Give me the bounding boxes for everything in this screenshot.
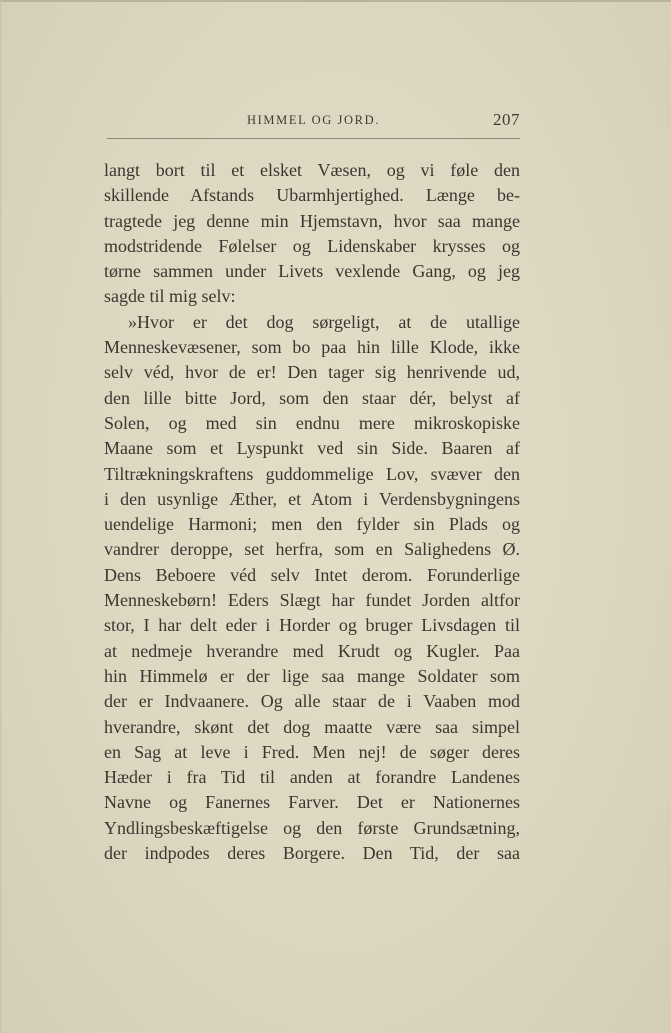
text-line: stor, I har delt eder i Horder og bruger Livsdagen til xyxy=(104,615,520,636)
page-number: 207 xyxy=(493,110,520,129)
text-line: Hæder i fra Tid til anden at forandre Landenes xyxy=(104,767,520,788)
text-line: vandrer deroppe, set herfra, som en Salighedens Ø. xyxy=(104,539,520,560)
running-head xyxy=(107,108,520,138)
text-line: uendelige Harmoni; men den fylder sin Plads og xyxy=(104,514,520,535)
text-line: hin Himmelø er der lige saa mange Soldater som xyxy=(104,665,520,686)
text-line: hverandre, skønt det dog maatte være saa simpel xyxy=(104,716,520,737)
header-rule xyxy=(107,138,520,139)
text-line: i den usynlige Æther, et Atom i Verdensbygningens xyxy=(104,488,520,509)
text-line: tragtede jeg denne min Hjemstavn, hvor saa mange xyxy=(104,210,520,231)
text-line: sagde til mig selv: xyxy=(104,286,236,307)
text-line: modstridende Følelser og Lidenskaber krysses og xyxy=(104,235,520,256)
text-line: Navne og Fanernes Farver. Det er Nationernes xyxy=(104,792,520,813)
text-line: tørne sammen under Livets vexlende Gang, og jeg xyxy=(104,261,520,282)
text-line: den lille bitte Jord, som den staar dér, belyst af xyxy=(104,387,520,408)
text-line: der er Indvaanere. Og alle staar de i Vaaben mod xyxy=(104,691,520,712)
text-line: selv véd, hvor de er! Den tager sig henrivende ud, xyxy=(104,362,520,383)
text-line: Dens Beboere véd selv Intet derom. Forunderlige xyxy=(104,564,520,585)
body-text xyxy=(104,158,520,866)
text-line: Tiltrækningskraftens guddommelige Lov, svæver den xyxy=(104,463,520,484)
page-top-edge xyxy=(0,0,671,2)
text-line: Menneskebørn! Eders Slægt har fundet Jorden altfor xyxy=(104,590,520,611)
running-title: HIMMEL OG JORD. xyxy=(247,113,380,127)
text-line: Solen, og med sin endnu mere mikroskopiske xyxy=(104,412,520,433)
text-line: Menneskevæsener, som bo paa hin lille Klode, ikke xyxy=(104,337,520,358)
text-line: »Hvor er det dog sørgeligt, at de utallige xyxy=(128,311,520,332)
text-line: der indpodes deres Borgere. Den Tid, der saa xyxy=(104,843,520,864)
text-line: skillende Afstands Ubarmhjertighed. Længe be- xyxy=(104,185,520,206)
text-line: Yndlingsbeskæftigelse og den første Grundsætning, xyxy=(104,817,520,838)
text-line: Maane som et Lyspunkt ved sin Side. Baaren af xyxy=(104,438,520,459)
text-line: at nedmeje hverandre med Krudt og Kugler. Paa xyxy=(104,640,520,661)
page-left-edge xyxy=(0,0,2,1033)
text-line: langt bort til et elsket Væsen, og vi føle den xyxy=(104,160,520,180)
text-line: en Sag at leve i Fred. Men nej! de søger deres xyxy=(104,741,520,762)
